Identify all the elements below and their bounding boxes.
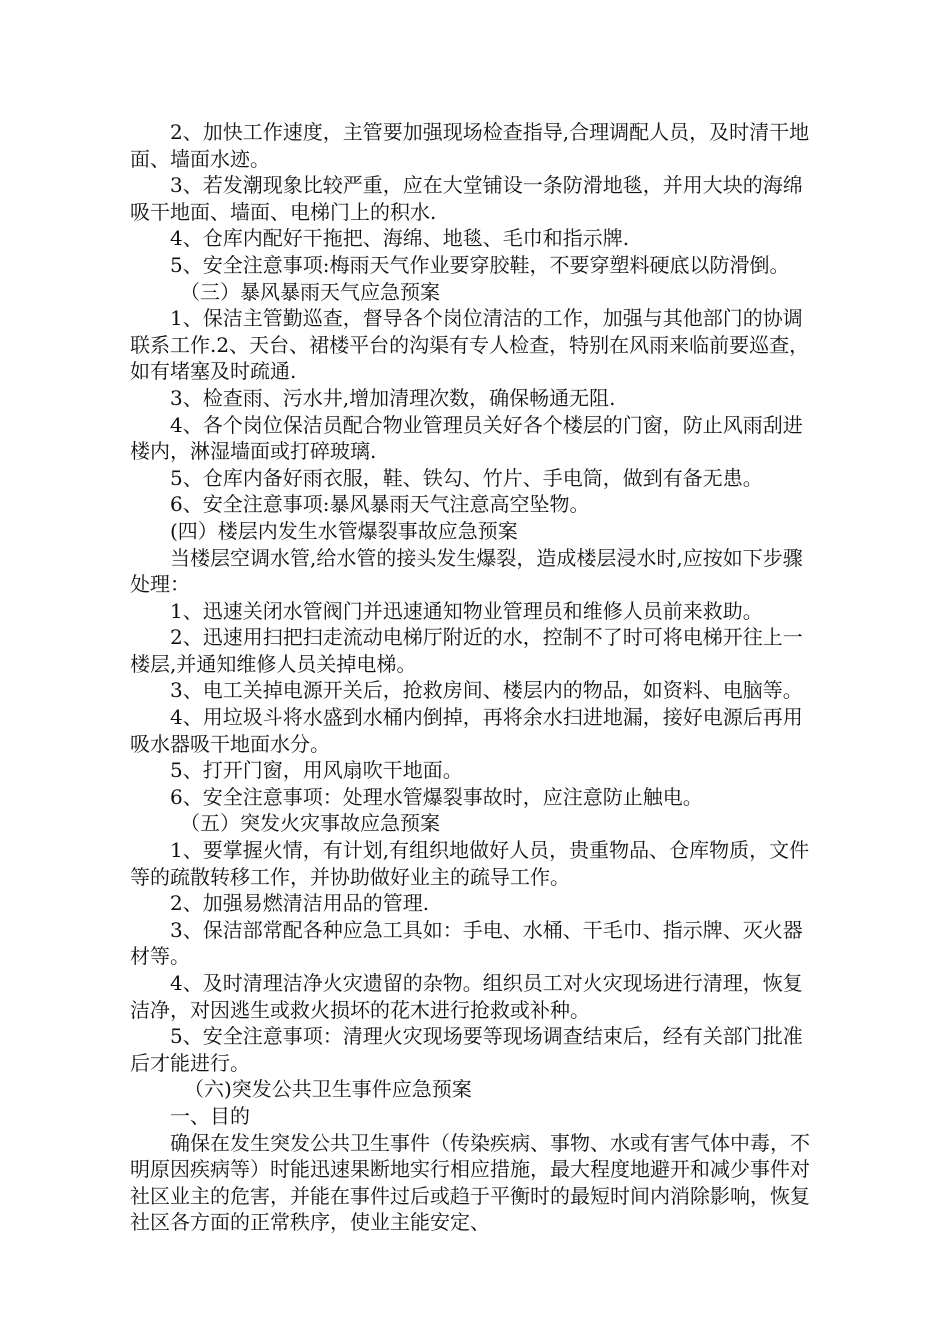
paragraph: 2、加强易燃清洁用品的管理. (170, 891, 430, 916)
paragraph: 4、各个岗位保洁员配合物业管理员关好各个楼层的门窗，防止风雨刮进楼内，淋湿墙面或打碎玻璃. (130, 412, 803, 464)
section-heading: （三）暴风暴雨天气应急预案 (180, 279, 440, 304)
paragraph: 5、安全注意事项:梅雨天气作业要穿胶鞋，不要穿塑料硬底以防滑倒。 (170, 252, 790, 277)
paragraph: 5、安全注意事项：清理火灾现场要等现场调查结束后，经有关部门批准后才能进行。 (130, 1024, 803, 1075)
paragraph: 1、迅速关闭水管阀门并迅速通知物业管理员和维修人员前来救助。 (170, 598, 763, 623)
paragraph: 3、若发潮现象比较严重，应在大堂铺设一条防滑地毯，并用大块的海绵吸干地面、墙面、电梯门上的积水. (130, 173, 803, 224)
paragraph: 6、安全注意事项:暴风暴雨天气注意高空坠物。 (170, 492, 590, 517)
paragraph: 2、迅速用扫把扫走流动电梯厅附近的水，控制不了时可将电梯开往上一楼层,并通知维修人员关掉电梯。 (130, 625, 803, 676)
paragraph: 2、加快工作速度，主管要加强现场检查指导,合理调配人员，及时清干地面、墙面水迹。 (130, 120, 810, 171)
paragraph: 3、电工关掉电源开关后，抢救房间、楼层内的物品，如资料、电脑等。 (170, 678, 803, 703)
paragraph: 1、保洁主管勤巡查，督导各个岗位清洁的工作，加强与其他部门的协调联系工作.2、天台、裙楼平台的沟渠有专人检查，特别在风雨来临前要巡查，如有堵塞及时疏通. (130, 306, 810, 384)
subsection-heading: 一、目的 (170, 1103, 250, 1128)
section-heading: （五）突发火灾事故应急预案 (180, 811, 440, 836)
paragraph: 4、仓库内配好干拖把、海绵、地毯、毛巾和指示牌. (170, 226, 630, 251)
paragraph: 当楼层空调水管,给水管的接头发生爆裂，造成楼层浸水时,应按如下步骤处理： (130, 545, 803, 597)
document-body (130, 119, 822, 1236)
paragraph: 4、及时清理洁净火灾遗留的杂物。组织员工对火灾现场进行清理，恢复洁净，对因逃生或救火损坏的花木进行抢救或补种。 (130, 971, 803, 1022)
paragraph: 5、仓库内备好雨衣服，鞋、铁勾、竹片、手电筒，做到有备无患。 (170, 465, 763, 490)
paragraph: 确保在发生突发公共卫生事件（传染疾病、事物、水或有害气体中毒，不明原因疾病等）时能迅速果断地实行相应措施，最大程度地避开和减少事件对社区业主的危害，并能在事件过后或趋于平衡时的最短时间内消除影响，恢复社区各方面的正常秩序，使业主能安定、 (130, 1130, 810, 1235)
paragraph: 3、检查雨、污水井,增加清理次数，确保畅通无阻. (170, 385, 616, 410)
paragraph: 6、安全注意事项：处理水管爆裂事故时，应注意防止触电。 (170, 784, 703, 809)
paragraph: 4、用垃圾斗将水盛到水桶内倒掉，再将余水扫进地漏，接好电源后再用吸水器吸干地面水分。 (130, 705, 803, 756)
section-heading: （六)突发公共卫生事件应急预案 (184, 1077, 472, 1102)
paragraph: 5、打开门窗，用风扇吹干地面。 (170, 758, 463, 783)
section-heading: (四）楼层内发生水管爆裂事故应急预案 (170, 518, 518, 543)
paragraph: 3、保洁部常配各种应急工具如：手电、水桶、干毛巾、指示牌、灭火器材等。 (130, 917, 803, 969)
paragraph: 1、要掌握火情，有计划,有组织地做好人员，贵重物品、仓库物质，文件等的疏散转移工作，并协助做好业主的疏导工作。 (130, 838, 810, 889)
